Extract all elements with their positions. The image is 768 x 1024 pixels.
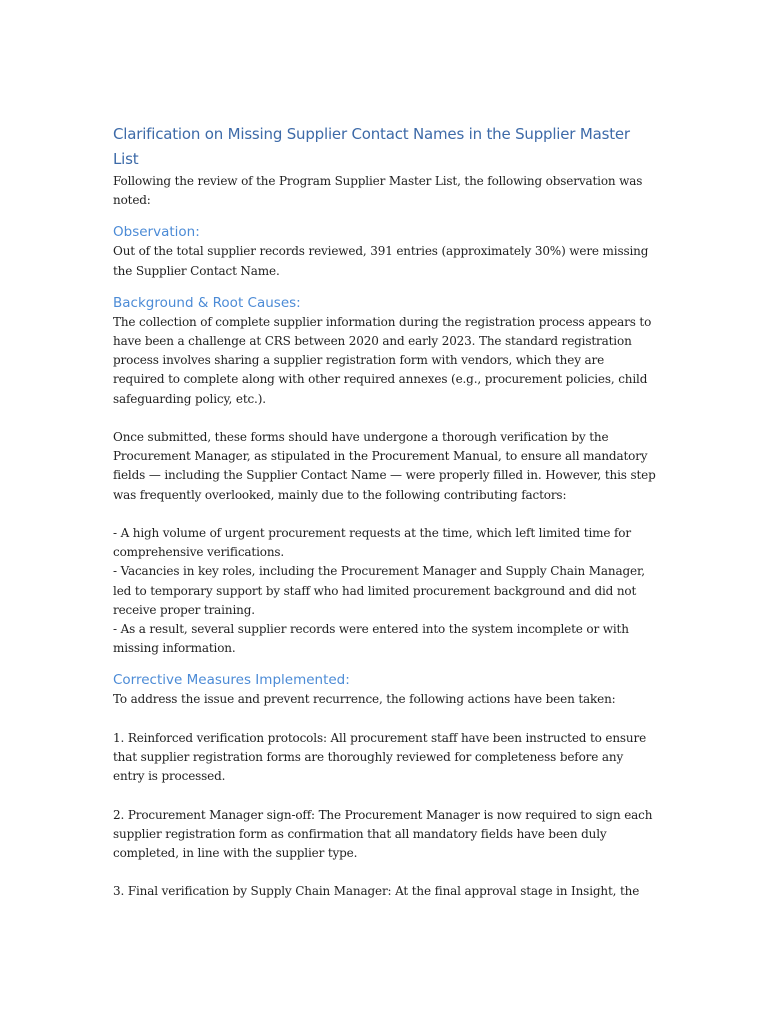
corrective-intro: To address the issue and prevent recurrence, the following actions have been taken: (113, 692, 616, 707)
corrective-measures-heading: Corrective Measures Implemented: (113, 672, 350, 689)
document-title: Clarification on Missing Supplier Contact Names in the Supplier Master List (113, 125, 630, 168)
background-paragraph-2: Once submitted, these forms should have undergone a thorough verification by the Procurement Manager, as stipulated in the Procurement Manual, to ensure all mandatory fields — including the Supplier Contact Name — were properly filled in. However, this step was frequently overlooked, mainly due to the following contributing factors: (113, 430, 656, 502)
document-page (113, 122, 658, 902)
observation-heading: Observation: (113, 224, 200, 241)
contributing-factor-item: - A high volume of urgent procurement requests at the time, which left limited time for comprehensive verifications. (113, 526, 631, 560)
corrective-item: 1. Reinforced verification protocols: All procurement staff have been instructed to ensure that supplier registration forms are thoroughly reviewed for completeness before any entry is processed. (113, 730, 647, 784)
background-heading: Background & Root Causes: (113, 294, 301, 311)
corrective-item: 2. Procurement Manager sign-off: The Procurement Manager is now required to sign each supplier registration form as confirmation that all mandatory fields have been duly completed, in line with the supplier type. (113, 807, 653, 861)
background-paragraph-1: The collection of complete supplier information during the registration process appears to have been a challenge at CRS between 2020 and early 2023. The standard registration process involves sharing a supplier registration form with vendors, which they are required to complete along with other required annexes (e.g., procurement policies, child safeguarding policy, etc.). (113, 314, 652, 406)
contributing-factor-item: - As a result, several supplier records were entered into the system incomplete or with missing information. (113, 622, 629, 656)
intro-paragraph: Following the review of the Program Supplier Master List, the following observation was noted: (113, 174, 643, 208)
observation-text: Out of the total supplier records reviewed, 391 entries (approximately 30%) were missing the Supplier Contact Name. (113, 244, 649, 278)
corrective-item: 3. Final verification by Supply Chain Manager: At the final approval stage in Insight, the (113, 884, 640, 899)
contributing-factor-item: - Vacancies in key roles, including the Procurement Manager and Supply Chain Manager, led to temporary support by staff who had limited procurement background and did not receive proper training. (113, 564, 645, 617)
